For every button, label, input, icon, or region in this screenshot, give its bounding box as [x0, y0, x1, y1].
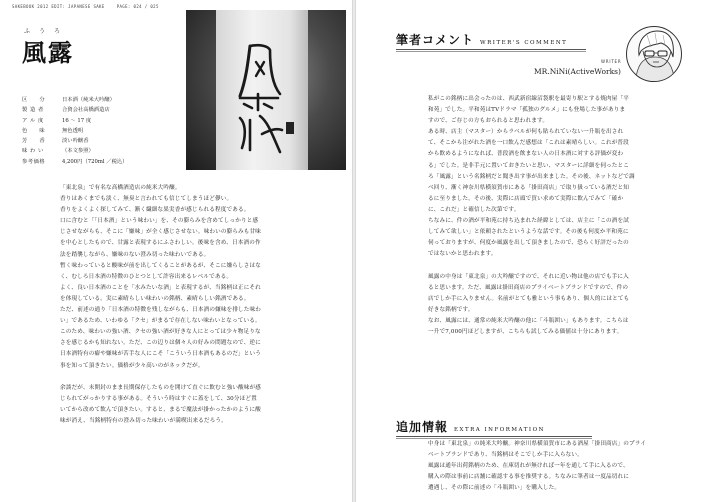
paragraph-line: を中心としたもので、甘露と表現するにふさわしい。後味を含め、日本酒の作 [60, 240, 261, 247]
paragraph-line: く、むしろ日本酒の特徴のひとつとして許容出来るレベルである。 [60, 273, 233, 280]
paragraph-line: すので、ご存じの方もおられると思われます。 [428, 118, 549, 125]
heading-rule-thin [396, 51, 586, 52]
paragraph-gap [60, 372, 340, 383]
paragraph-line: て、そこから注がれた酒を一口飲んだ感想は「これは素晴らしい。これが普段 [428, 140, 629, 147]
paragraph-line: 遭遇し、その際に前述の「斗瓶囲い」を購入した。 [428, 485, 561, 492]
sake-title: 風露 [22, 38, 74, 67]
writers-comment-body [428, 94, 698, 338]
paragraph-line: べ回り、漸く神奈川県横須賀市にある「掛田商店」で取り扱っている酒だと知 [428, 184, 630, 191]
paragraph-line: ただ、前述の通り「日本酒の特徴を残しながらも、日本酒の嫌味を排した味わ [60, 307, 262, 314]
paragraph-line: 法を踏襲しながら、嫌味のない澄み切った味わいである。 [60, 251, 210, 258]
spec-value: 無色透明 [62, 127, 84, 134]
paragraph-line: 店でしか手に入りません。名前がとても雅という事もあり、個人的にはとても [428, 295, 630, 302]
writers-comment-heading-en: WRITER'S COMMENT [480, 40, 568, 46]
spec-key: 色 味 [22, 127, 49, 134]
writer-avatar-illustration [627, 27, 682, 82]
paragraph-line: なお、風露には、通常の純米大吟醸の他に「斗瓶囲い」もあります。こちらは [428, 317, 629, 324]
spec-value: 16 ～ 17 度 [62, 117, 92, 124]
paragraph-line: 日本酒特有の癖や嫌味が苦手な人にこそ「こういう日本酒もあるのだ」という [60, 351, 262, 358]
paragraph-line: 口に含むと「「日本酒」という味わい」を、その膨らみを含めてしっかりと感 [60, 218, 259, 225]
paragraph-line: してみて欲しい」と依頼されたというような話です。その後も何度か平和苑に [428, 229, 629, 236]
paragraph-line: 風露は通年出荷銘柄のため、在庫切れが無ければ一年を通して手に入るので、 [428, 463, 629, 470]
sake-bottle-photo [186, 10, 346, 170]
spec-key: 区 分 [22, 97, 49, 103]
paragraph-line: 事を知って頂きたい。価格が少々高いのがネックだが。 [60, 362, 204, 369]
paragraph-line: このため、味わいの強い酒、クセの強い酒が好きな人にとっては少々物足りな [60, 329, 261, 336]
paragraph-line: 私がこの銘柄に出会ったのは、西武新宿線沼袋駅を最寄り駅とする焼肉屋「平 [428, 96, 630, 102]
paragraph-line: 香りをよくよく探してみて、漸く繊細な果実香が感じられる程度である。 [60, 207, 250, 214]
brush-calligraphy-tsuyu [232, 90, 286, 156]
paragraph-line: さを感じるかも知れない。ただ、この辺りは個々人の好みの問題なので、逆に [60, 340, 261, 347]
bottle-seal [286, 122, 294, 134]
extra-info-heading-ja: 追加情報 [396, 420, 449, 434]
writers-comment-heading-ja: 筆者コメント [396, 33, 475, 47]
spec-row [22, 146, 127, 156]
paragraph-gap [428, 260, 698, 271]
spec-value: 4,200円（720ml ／税込） [62, 158, 128, 165]
paragraph-line: 一升で7,000円ほどしますが、こちらも試してみる価値は十分にあります。 [428, 328, 623, 335]
spec-row [22, 95, 127, 105]
extra-info-heading [396, 418, 545, 435]
paragraph-line: ると思います。ただ、風露は掛田商店のプライベートブランドですので、件の [428, 284, 629, 291]
spec-value: 合資会社高橋酒造店 [62, 107, 110, 114]
paragraph-line: を体現している。実に素晴らしい味わいの銘柄、素晴らしい銘酒である。 [60, 295, 250, 302]
paragraph-line: る」でした。是非手元に置いておきたいと思い、マスターに詳細を伺ったとこ [428, 162, 630, 169]
running-header-page: PAGE: 024 / 025 [116, 4, 159, 9]
paragraph-line: い」であるため、いわゆる「クセ」がまるで存在しない味わいとなっている。 [60, 318, 261, 325]
extra-info-body [428, 439, 698, 494]
paragraph-line: ではないかと思われます。 [428, 251, 497, 258]
paragraph-line: に、これだ」と確信した次第です。 [428, 206, 520, 213]
spec-value: 日本酒（純米大吟醸） [62, 97, 115, 103]
running-header-title: SAKEBOOK 2012 EDIT: JAPANESE SAKE [12, 4, 105, 9]
paragraph-line: 香りはあくまでも淡く、無臭と言われても信じてしまうほど儚い。 [60, 196, 233, 203]
paragraph-line: いてから改めて飲んで頂きたい。すると、まるで魔法が掛かったかのように酸 [60, 406, 261, 413]
paragraph-line: 暫く味わっていると酸味が前を出してくることがあるが、そこに嫌らしさはな [60, 262, 261, 269]
writer-avatar [626, 26, 682, 82]
tasting-notes [60, 183, 340, 427]
paragraph-line: ベートブランドであり、当銘柄はそこでしか手に入らない。 [428, 452, 583, 459]
paragraph-line: 風露の中身は「東北泉」の大吟醸ですので、それに近い物は他の店でも手に入 [428, 273, 629, 280]
paragraph-line: 伺っておりますが、何度か風露を出して頂きましたので、恐らく好評だったの [428, 240, 629, 247]
spec-value: （本文参照） [62, 148, 94, 155]
paragraph-line: 好きな銘柄です。 [428, 306, 474, 313]
spec-row [22, 157, 127, 167]
spec-key: 製 造 者 [22, 107, 44, 114]
spec-table [22, 95, 127, 167]
heading-rule [396, 49, 586, 50]
paragraph-line: るに至りました。その後、実際に店頭で買い求めて実際に飲んでみて「確か [428, 195, 624, 202]
paragraph-line: じさせながらも、そこに「嫌味」が全く感じさせない。味わいの膨らみも甘味 [60, 229, 262, 236]
paragraph-line: ちなみに、件の酒が平和苑に持ち込まれた経緯としては、店主に「この酒を試 [428, 218, 630, 225]
paragraph-line: 「東北泉」で有名な高橋酒造店の純米大吟醸。 [60, 185, 181, 191]
paragraph-line: 和苑」でした。平和苑はTVドラマ「孤独のグルメ」にも登場した事がありま [428, 107, 626, 114]
spec-row [22, 126, 127, 136]
paragraph-line: 味が消え、当銘柄特有の澄み切った味わいが満喫出来るだろう。 [60, 417, 227, 424]
spec-key: 参考価格 [22, 158, 46, 165]
paragraph-line: じられてがっかりする事がある。そういう時はすぐに蓋をして、30分ほど置 [60, 395, 257, 402]
left-page [0, 0, 352, 502]
paragraph-line: 中身は「東北泉」の純米大吟醸。神奈川県横須賀市にある酒屋「掛田商店」のプライ [428, 441, 647, 447]
spec-row [22, 116, 127, 126]
paragraph-line: ろ「風露」という名銘柄だと聞き出す事が出来ました。その後、ネットなどで調 [428, 173, 635, 180]
writer-label: WRITER [601, 59, 622, 64]
spec-key: ア ル 度 [22, 117, 44, 124]
writer-name: MR.NiNi(ActiveWorks) [534, 67, 621, 76]
spec-row [22, 105, 127, 115]
running-header [12, 4, 159, 9]
sake-title-ruby: ふうろ [24, 28, 70, 35]
heading-rule [396, 436, 592, 437]
paragraph-line: から飲めるようになれば、普段酒を飲まない人の日本酒に対する評価が変わ [428, 151, 624, 158]
writers-comment-heading [396, 31, 567, 48]
paragraph-line: ある時、店主（マスター）からラベルが何も貼られていない一升瓶を出され [428, 129, 624, 136]
spec-row [22, 136, 127, 146]
extra-info-heading-en: EXTRA INFORMATION [454, 427, 545, 433]
spec-key: 芳 香 [22, 138, 49, 145]
paragraph-line: よく、良い日本酒のことを「水みたいな酒」と表現するが、当銘柄は正にそれ [60, 284, 261, 291]
paragraph-line: 購入の際は事前に店舗に確認する事を推奨する。ちなみに筆者は一度品切れに [428, 474, 630, 481]
right-page [356, 0, 708, 502]
paragraph-line: 余談だが、未開封のまま長期保存したものを開けて直ぐに飲むと強い酸味が感 [60, 384, 262, 391]
spec-value: 淡い吟醸香 [62, 138, 89, 145]
spec-key: 味 わ い [22, 148, 44, 155]
